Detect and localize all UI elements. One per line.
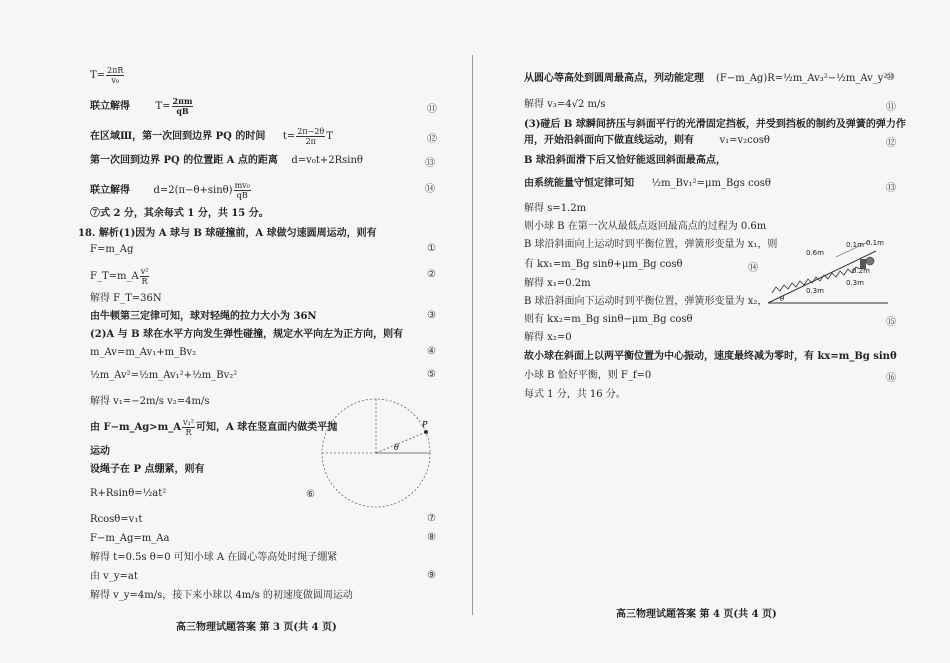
- s-result: 解得 s=1.2m: [524, 203, 587, 214]
- eq-number: ⑪: [886, 102, 896, 113]
- eq-7: Rcosθ=v₁t: [90, 514, 143, 525]
- eq-number: ⑫: [427, 134, 437, 145]
- downward-line: B 球沿斜面向下运动时到平衡位置，弹簧形变量为 x₂，: [524, 296, 768, 307]
- dim-0.6m: 0.6m: [806, 249, 824, 257]
- collision-line: (2)A 与 B 球在水平方向发生弹性碰撞，规定水平向左为正方向，则有: [90, 329, 404, 340]
- eq-number: ⑥: [306, 489, 315, 500]
- eq-number: ⑩: [886, 72, 895, 83]
- eq-number: ③: [427, 310, 436, 321]
- eq-distance: 第一次回到边界 PQ 的位置距 A 点的距离 d=v₀t+2Rsinθ: [90, 155, 363, 166]
- page-footer: 高三物理试题答案 第 3 页(共 4 页): [176, 622, 337, 633]
- slide-line: B 球沿斜面滑下后又恰好能返回斜面最高点，: [524, 155, 726, 166]
- dim-0.1m-a: 0.1m: [846, 241, 864, 249]
- page-footer: 高三物理试题答案 第 4 页(共 4 页): [616, 609, 777, 620]
- balance-line: 小球 B 恰好平衡，则 F_f=0: [524, 370, 652, 381]
- eq-4: m_Av=m_Av₁+m_Bv₂: [90, 347, 197, 358]
- third-law-line: 由牛顿第三定律可知，球对轻绳的拉力大小为 36N: [90, 311, 317, 322]
- eq-11: 解得 v₃=4√2 m/s: [524, 99, 606, 110]
- theta-label: θ: [394, 443, 399, 452]
- dim-0.1m-b: 0.1m: [866, 239, 884, 247]
- dim-0.3m-b: 0.3m: [846, 279, 864, 287]
- part3-line2: 用，开始沿斜面向下做直线运动，则有 v₁=v₂cosθ: [524, 135, 770, 146]
- eq-condition: 由 F−m_Ag>m_A $\frac{\text{v₁²}}{R}$ 可知，A 球在竖直面内做类平抛: [90, 418, 338, 437]
- eq-number: ②: [427, 269, 436, 280]
- eq-number: ①: [427, 243, 436, 254]
- q18-intro: 18. 解析(1)因为 A 球与 B 球碰撞前，A 球做匀速圆周运动，则有: [78, 228, 377, 239]
- left-page: [0, 0, 470, 663]
- dim-0.2m: 0.2m: [852, 267, 870, 275]
- energy-line: 由系统能量守恒定律可知 ½m_Bv₁²=μm_Bgs cosθ: [524, 178, 771, 189]
- eq-number: ⑯: [886, 373, 896, 384]
- eq-number: ⑮: [886, 317, 896, 328]
- x1-result: 解得 x₁=0.2m: [524, 278, 591, 289]
- oscillation-line: 故小球在斜面上以两平衡位置为中心振动，速度最终减为零时，有 kx=m_Bg sinθ: [524, 351, 897, 362]
- solve-line: 解得 t=0.5s θ=0 可知小球 A 在圆心等高处时绳子绷紧: [90, 552, 338, 563]
- eq-8: F−m_Ag=m_Aa: [90, 533, 170, 544]
- part3-line: (3)碰后 B 球瞬间挤压与斜面平行的光滑固定挡板，并受到挡板的制约及弹簧的弹力作: [524, 119, 906, 130]
- right-page: [476, 0, 950, 663]
- eq-number: ⑧: [427, 532, 436, 543]
- kinetic-theorem-line: 从圆心等高处到圆周最高点，列动能定理: [524, 73, 704, 84]
- eq-time: 在区域Ⅲ，第一次回到边界 PQ 的时间 t= $\frac{2\pi-2\theta}{2\pi}$ T: [90, 127, 333, 146]
- incline-spring-diagram: [766, 233, 891, 308]
- eq-number: ⑨: [427, 570, 436, 581]
- eq-9: 由 v_y=at: [90, 571, 138, 582]
- upward-line: B 球沿斜面向上运动时到平衡位置，弹簧形变量为 x₁，则: [524, 239, 778, 250]
- point-p-label: P: [422, 420, 428, 429]
- eq-number: ⑬: [886, 183, 896, 194]
- eq-velocities: 解得 v₁=−2m/s v₂=4m/s: [90, 396, 210, 407]
- rope-line: 设绳子在 P 点绷紧，则有: [90, 464, 205, 475]
- eq-number: ⑭: [425, 184, 435, 195]
- eq-result: 解得 F_T=36N: [90, 293, 162, 304]
- eq-number: ⑬: [425, 158, 435, 169]
- x2-result: 解得 x₂=0: [524, 332, 572, 343]
- eq-14: 有 kx₁=m_Bg sinθ+μm_Bg cosθ: [524, 259, 683, 270]
- scoring-note: ⑦式 2 分，其余每式 1 分，共 15 分。: [90, 208, 269, 219]
- eq-period: T= $\frac{2\pi R}{\text{v₀}}$: [90, 66, 124, 85]
- eq-period-solved: 联立解得 T= $\frac{2\pi m}{qB}$: [90, 96, 193, 116]
- eq-distance-solved: 联立解得 d=2(π−θ+sinθ) $\frac{\text{mv₀}}{qB}$: [90, 181, 250, 200]
- eq-number: ⑭: [748, 263, 758, 274]
- eq-10: (F−m_Ag)R=½m_Av₃²−½m_Av_y²: [716, 73, 888, 84]
- eq-number: ④: [427, 346, 436, 357]
- path-line: 则小球 B 在第一次从最低点返回最高点的过程为 0.6m: [524, 221, 767, 232]
- motion-word: 运动: [90, 446, 110, 457]
- eq-5: ½m_Av²=½m_Av₁²+½m_Bv₂²: [90, 370, 238, 381]
- dim-0.3m-a: 0.3m: [806, 287, 824, 295]
- circle-diagram: [318, 395, 436, 513]
- eq-2: F_T=m_A $\frac{\text{v²}}{R}$: [90, 267, 149, 286]
- scoring-note: 每式 1 分，共 16 分。: [524, 389, 626, 400]
- page-divider: [472, 55, 473, 615]
- eq-15: 则有 kx₂=m_Bg sinθ−μm_Bg cosθ: [524, 314, 693, 325]
- vy-line: 解得 v_y=4m/s，接下来小球以 4m/s 的初速度做圆周运动: [90, 590, 353, 601]
- eq-number: ⑦: [427, 513, 436, 524]
- eq-number: ⑤: [427, 369, 436, 380]
- eq-number: ⑪: [427, 104, 437, 115]
- incline-theta: θ: [780, 295, 785, 303]
- eq-number: ⑫: [886, 138, 896, 149]
- eq-6: R+Rsinθ=½at²: [90, 488, 167, 499]
- eq-1: F=m_Ag: [90, 244, 134, 255]
